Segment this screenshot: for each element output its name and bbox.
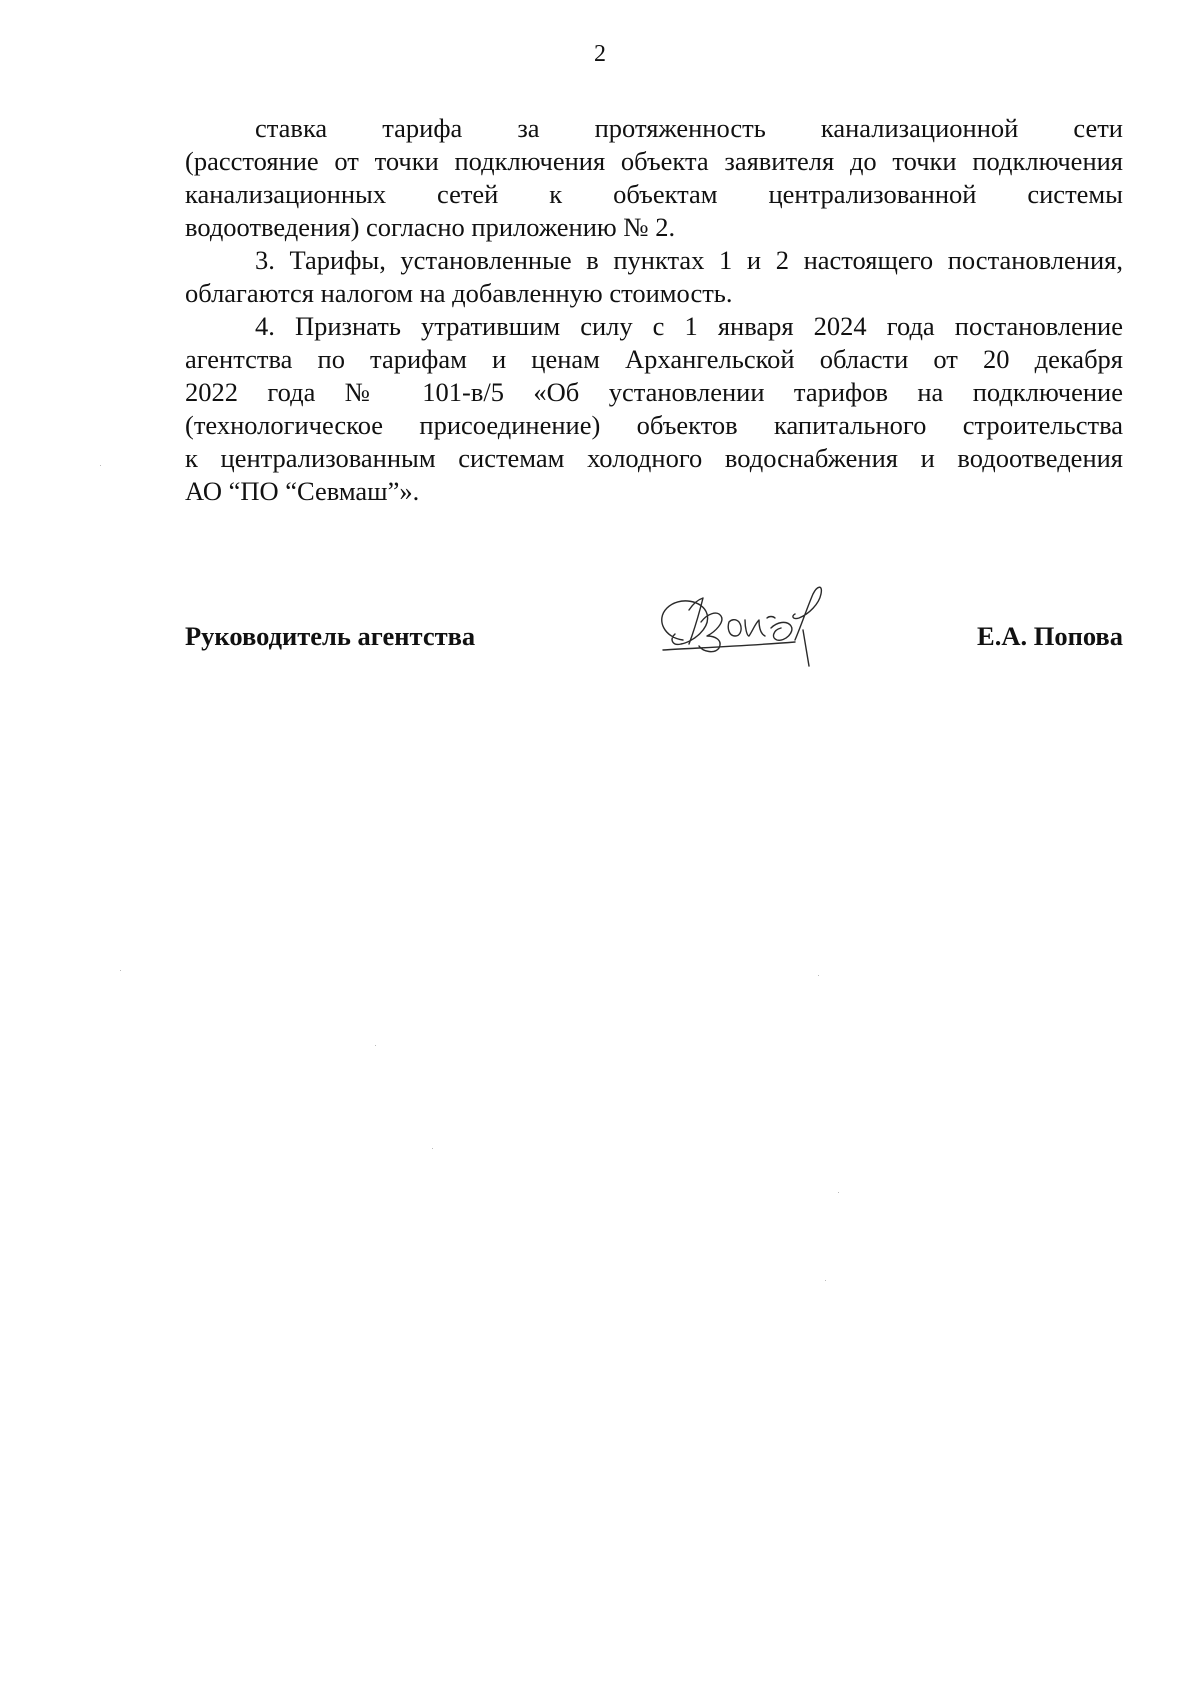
text-line: ставка тарифа за протяженность канализационной сети [255, 113, 1123, 143]
paragraph-4 [185, 310, 1123, 508]
text-line: (технологическое присоединение) объектов капитального строительства [185, 410, 1123, 440]
document-body [185, 112, 1123, 508]
text-line: 3. Тарифы, установленные в пунктах 1 и 2 настоящего постановления, [255, 245, 1123, 275]
scan-speck [120, 970, 121, 971]
text-line: АО “ПО “Севмаш”». [185, 476, 420, 506]
text-line: 2022 года № 101-в/5 «Об установлении тарифов на подключение [185, 377, 1123, 407]
scan-speck [432, 1148, 433, 1149]
signature-block [185, 600, 1123, 690]
paragraph-rate [185, 112, 1123, 244]
text-line: (расстояние от точки подключения объекта заявителя до точки подключения [185, 146, 1123, 176]
signer-title: Руководитель агентства [185, 621, 476, 651]
text-line: водоотведения) согласно приложению № 2. [185, 212, 676, 242]
scan-speck [825, 1280, 826, 1281]
scan-speck [100, 465, 101, 466]
scan-speck [838, 1192, 839, 1193]
scan-speck [375, 1045, 376, 1046]
text-line: канализационных сетей к объектам централизованной системы [185, 179, 1123, 209]
text-line: агентства по тарифам и ценам Архангельской области от 20 декабря [185, 344, 1123, 374]
signer-name: Е.А. Попова [977, 621, 1123, 651]
handwritten-signature [645, 570, 835, 680]
page-number: 2 [594, 41, 606, 67]
text-line: 4. Признать утратившим силу с 1 января 2024 года постановление [255, 311, 1123, 341]
scan-speck [818, 975, 819, 976]
paragraph-3 [185, 244, 1123, 310]
text-line: к централизованным системам холодного водоснабжения и водоотведения [185, 443, 1123, 473]
text-line: облагаются налогом на добавленную стоимость. [185, 278, 733, 308]
